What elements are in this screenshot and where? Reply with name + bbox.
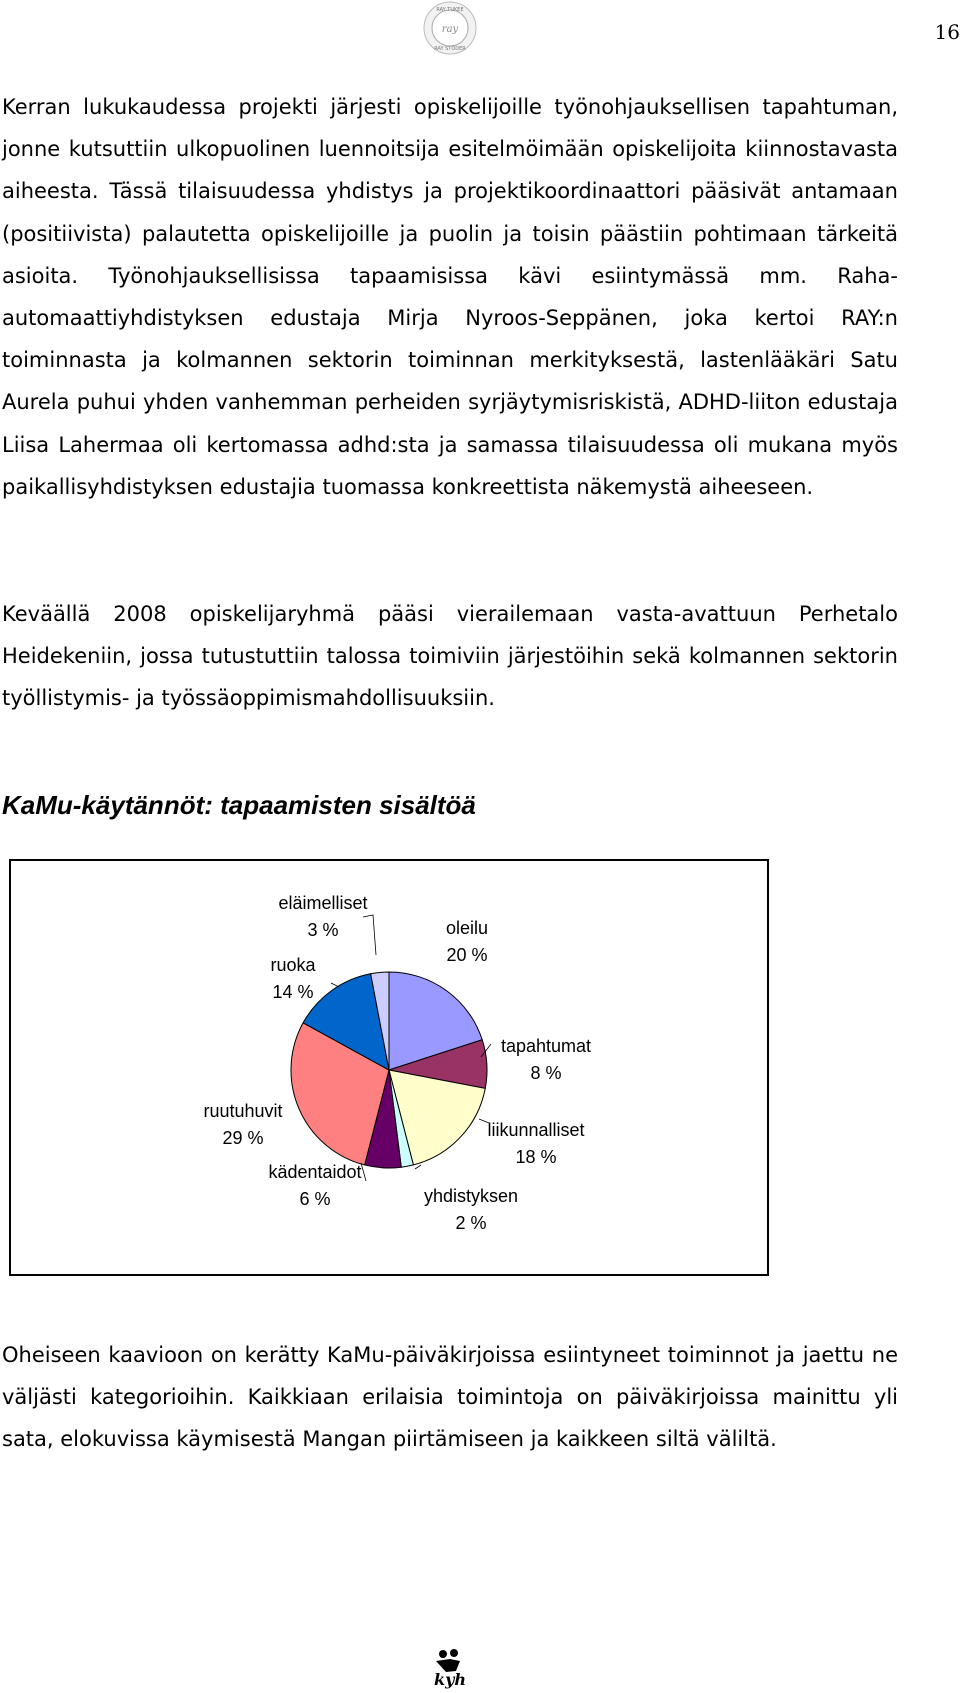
pie-chart	[11, 861, 767, 1274]
kyh-logo-text: kyh	[434, 1670, 467, 1689]
pie-value-ruutuhuvit: 29 %	[222, 1128, 264, 1148]
pie-label-kädentaidot: kädentaidot	[268, 1162, 362, 1182]
leader-line-eläimelliset	[363, 915, 376, 955]
pie-value-tapahtumat: 8 %	[530, 1063, 562, 1083]
leader-line-kädentaidot	[361, 1163, 366, 1181]
ray-logo-top-text: RAY TUKEE	[436, 7, 464, 13]
paragraph-intro: Kerran lukukaudessa projekti järjesti opiskelijoille työnohjauksellisen tapahtuman, jonne kutsuttiin ulkopuolinen luennoitsija esitelmöimään opiskelijoita kiinnostavasta aiheesta. Tässä tilaisuudessa yhdistys ja projektikoordinaattori pääsivät antamaan (positiivista) palautetta opiskelijoille ja puolin ja toisin päästiin pohtimaan tärkeitä asioita. Työnohjauksellisissa tapaamisissa kävi esiintymässä mm. Raha-automaattiyhdistyksen edustaja Mirja Nyroos-Seppänen, joka kertoi RAY:n toiminnasta ja kolmannen sektorin toiminnan merkityksestä, lastenlääkäri Satu Aurela puhui yhden vanhemman perheiden syrjäytymisriskistä, ADHD-liiton edustaja Liisa Lahermaa oli kertomassa adhd:sta ja samassa tilaisuudessa oli mukana myös paikallisyhdistyksen edustajia tuomassa konkreettista näkemystä aiheeseen.	[2, 95, 898, 499]
pie-label-eläimelliset: eläimelliset	[278, 893, 368, 913]
pie-label-yhdistyksen: yhdistyksen	[423, 1186, 519, 1206]
pie-value-eläimelliset: 3 %	[307, 920, 339, 940]
pie-label-liikunnalliset: liikunnalliset	[487, 1120, 585, 1140]
paragraph-chart-description: Oheiseen kaavioon on kerätty KaMu-päiväkirjoissa esiintyneet toiminnot ja jaettu ne väljästi kategorioihin. Kaikkiaan erilaisia toimintoja on päiväkirjoissa mainittu yli sata, elokuvissa käymisestä Mangan piirtämiseen ja kaikkeen siltä väliltä.	[2, 1343, 898, 1452]
ray-logo	[422, 0, 478, 56]
pie-label-oleilu: oleilu	[445, 918, 489, 938]
pie-label-ruoka: ruoka	[270, 955, 316, 975]
pie-label-tapahtumat: tapahtumat	[500, 1036, 592, 1056]
pie-value-oleilu: 20 %	[446, 945, 488, 965]
pie-value-ruoka: 14 %	[272, 982, 314, 1002]
pie-value-liikunnalliset: 18 %	[515, 1147, 557, 1167]
pie-chart-frame	[9, 859, 769, 1276]
ray-logo-center-text: ray	[441, 24, 459, 35]
pie-label-ruutuhuvit: ruutuhuvit	[203, 1101, 283, 1121]
kyh-logo	[430, 1647, 474, 1689]
pie-value-kädentaidot: 6 %	[299, 1189, 331, 1209]
paragraph-visit: Keväällä 2008 opiskelijaryhmä pääsi vierailemaan vasta-avattuun Perhetalo Heidekeniin, jossa tutustuttiin talossa toimiviin järjestöihin sekä kolmannen sektorin työllistymis- ja työssäoppimismahdollisuuksiin.	[2, 602, 898, 711]
pie-value-yhdistyksen: 2 %	[455, 1213, 487, 1233]
section-heading: KaMu-käytännöt: tapaamisten sisältöä	[2, 790, 476, 820]
ray-logo-bottom-text: RAY STÖDER	[434, 46, 466, 52]
leader-line-ruoka	[331, 983, 339, 987]
page-number: 16	[934, 20, 960, 44]
leader-line-yhdistyksen	[415, 1165, 421, 1169]
